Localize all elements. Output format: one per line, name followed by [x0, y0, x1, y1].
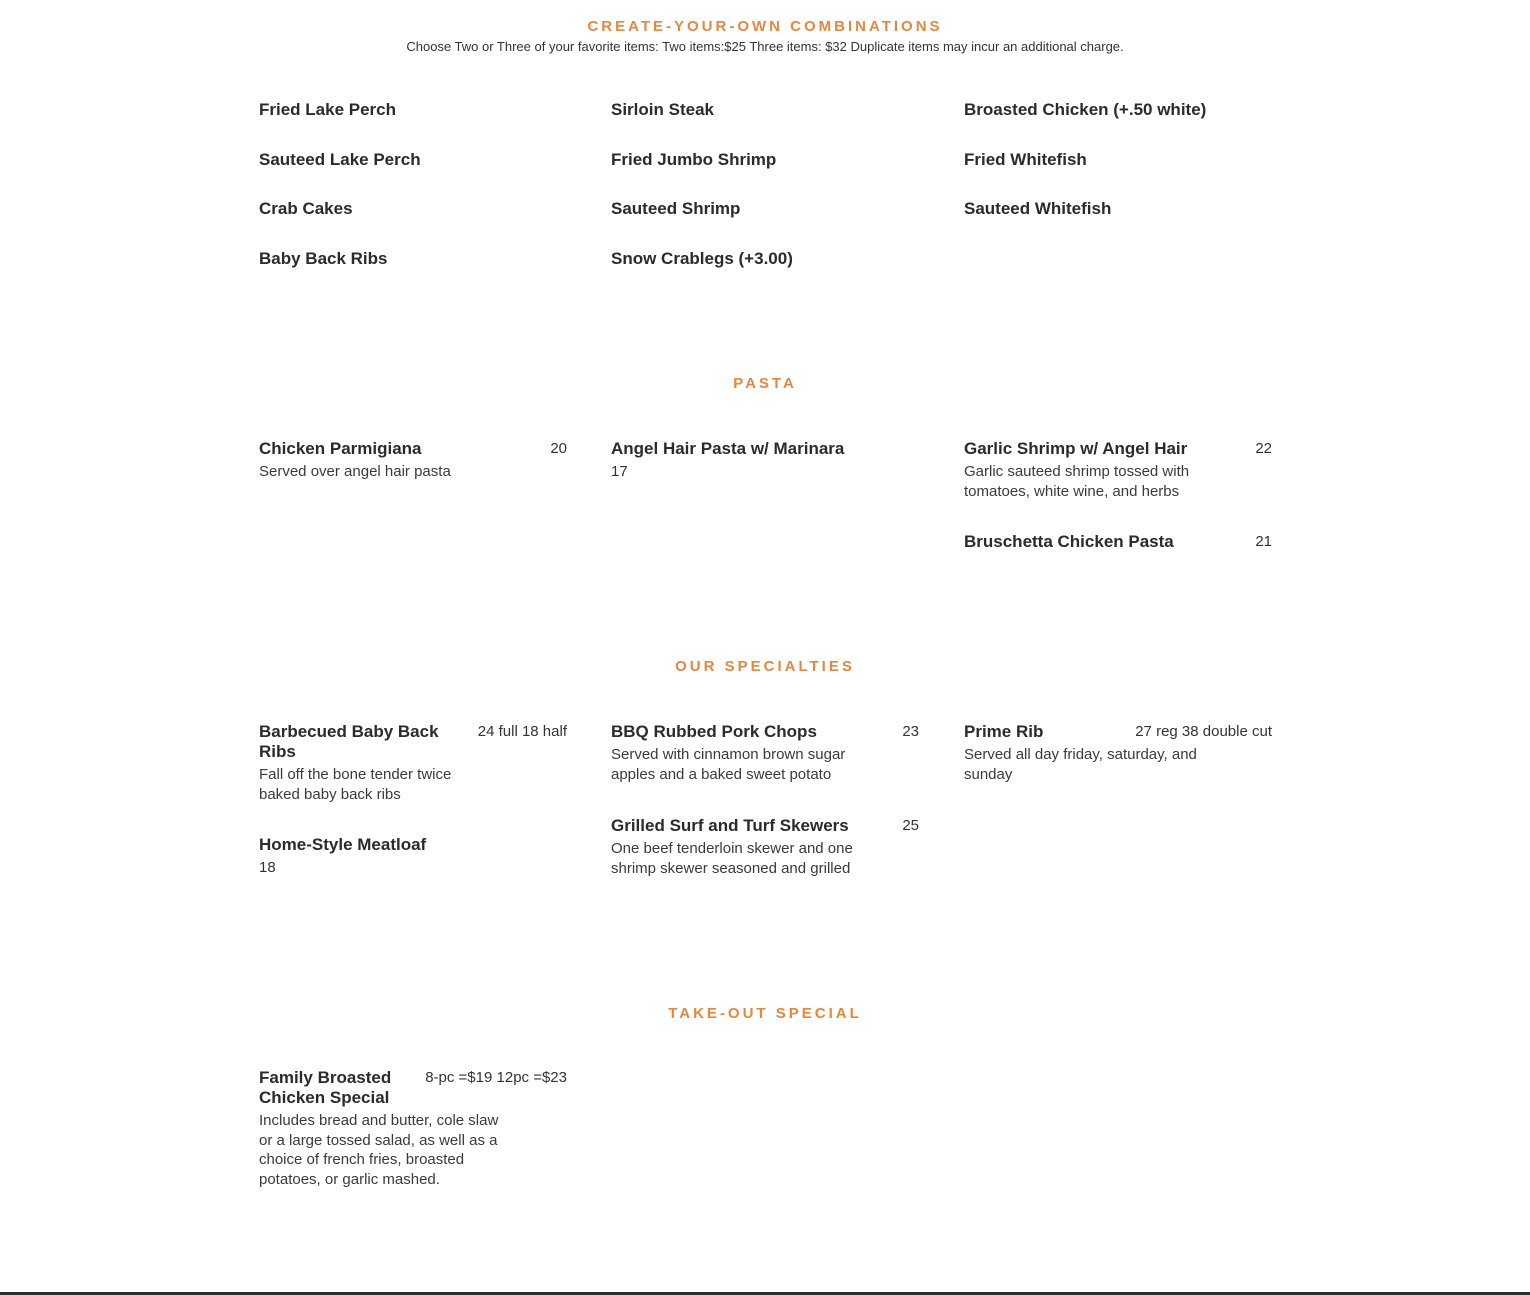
specialties-heading: OUR SPECIALTIES: [675, 658, 855, 675]
menu-item: [259, 1068, 567, 1189]
item-price: 8-pc =$19 12pc =$23: [425, 1069, 567, 1086]
item-price: 22: [1255, 440, 1272, 457]
combo-item: Sauteed Shrimp: [611, 199, 741, 218]
item-price: 24 full 18 half: [477, 723, 567, 740]
combo-item: Sauteed Whitefish: [964, 199, 1112, 218]
item-name: Prime Rib: [964, 722, 1044, 741]
item-description: Garlic sauteed shrimp tossed with tomatoes, white wine, and herbs: [964, 463, 1190, 500]
combo-item: Snow Crablegs (+3.00): [611, 249, 793, 268]
combo-item: Sauteed Lake Perch: [259, 150, 421, 169]
item-price: 18: [259, 859, 276, 876]
menu-item: [259, 835, 567, 878]
combinations-subtitle: Choose Two or Three of your favorite items: Two items:$25 Three items: $32 Duplicate items may incur an additional charge.: [406, 39, 1124, 54]
menu-item: [611, 439, 919, 482]
item-price: 20: [550, 440, 567, 457]
item-name: Family Broasted Chicken Special: [259, 1068, 392, 1107]
combo-item: Fried Whitefish: [964, 150, 1087, 169]
item-price: 17: [611, 463, 628, 480]
menu-item: [259, 439, 567, 482]
item-price: 27 reg 38 double cut: [1135, 723, 1272, 740]
menu-item: [964, 439, 1272, 501]
item-price: 21: [1255, 533, 1272, 550]
item-price: 23: [902, 723, 919, 740]
combo-item: Fried Jumbo Shrimp: [611, 150, 777, 169]
combo-item: Fried Lake Perch: [259, 100, 397, 119]
combo-item: Crab Cakes: [259, 199, 353, 218]
item-name: Garlic Shrimp w/ Angel Hair: [964, 439, 1188, 458]
item-name: Chicken Parmigiana: [259, 439, 422, 458]
item-name: Barbecued Baby Back Ribs: [259, 722, 439, 761]
item-description: Served with cinnamon brown sugar apples and a baked sweet potato: [611, 746, 846, 783]
item-description: Includes bread and butter, cole slaw or a large tossed salad, as well as a choice of french fries, broasted potatoes, or garlic mashed.: [259, 1112, 499, 1188]
menu-item: [259, 722, 567, 804]
item-description: Fall off the bone tender twice baked baby back ribs: [259, 766, 452, 803]
item-description: Served all day friday, saturday, and sunday: [964, 746, 1197, 783]
menu-item: [611, 722, 919, 784]
item-description: Served over angel hair pasta: [259, 463, 451, 480]
item-name: Grilled Surf and Turf Skewers: [611, 816, 849, 835]
item-price: 25: [902, 817, 919, 834]
item-name: Bruschetta Chicken Pasta: [964, 532, 1174, 551]
menu-item: [964, 532, 1272, 552]
combo-item: Sirloin Steak: [611, 100, 714, 119]
combo-item: Baby Back Ribs: [259, 249, 388, 268]
menu-item: [964, 722, 1272, 784]
item-name: Angel Hair Pasta w/ Marinara: [611, 439, 845, 458]
takeout-heading: TAKE-OUT SPECIAL: [668, 1005, 862, 1022]
menu-item: [611, 816, 919, 878]
pasta-heading: PASTA: [733, 375, 797, 392]
combinations-heading: CREATE-YOUR-OWN COMBINATIONS: [587, 18, 943, 35]
item-name: Home-Style Meatloaf: [259, 835, 427, 854]
item-description: One beef tenderloin skewer and one shrimp skewer seasoned and grilled: [611, 840, 853, 877]
item-name: BBQ Rubbed Pork Chops: [611, 722, 817, 741]
combo-item: Broasted Chicken (+.50 white): [964, 100, 1207, 119]
